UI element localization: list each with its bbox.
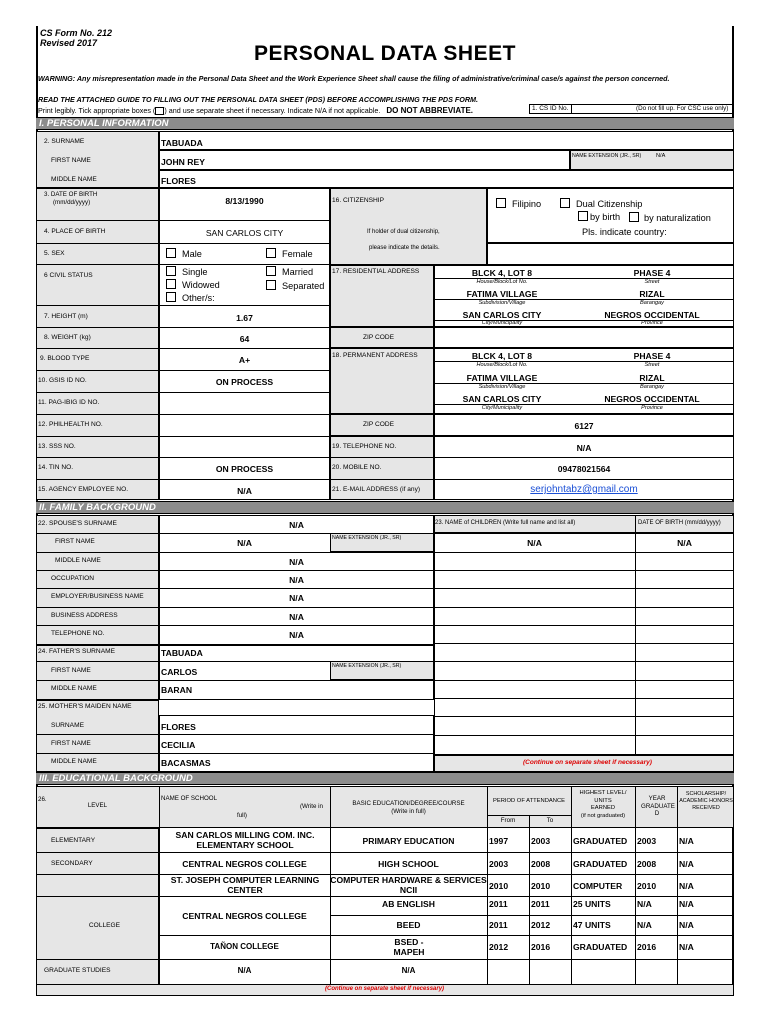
perm-barangay-value: RIZAL <box>639 373 665 383</box>
edu-row-level: GRADUATE STUDIES <box>44 967 111 974</box>
res-city-value: SAN CARLOS CITY <box>462 310 542 320</box>
edu-from-header: From <box>500 817 516 824</box>
edu-row-course: AB ENGLISH <box>382 899 435 909</box>
edu-row-units: GRADUATED <box>573 859 628 869</box>
edu-row-from: 2011 <box>489 920 508 930</box>
height-value: 1.67 <box>236 313 253 323</box>
edu-row-to: 2012 <box>531 920 551 930</box>
father-middle-value: BARAN <box>161 685 193 695</box>
edu-row-units: 25 UNITS <box>573 899 611 909</box>
spouse-telephone-label: TELEPHONE NO. <box>51 630 105 637</box>
edu-school-writein: (Write in <box>300 803 323 810</box>
perm-zip-label: ZIP CODE <box>363 421 395 428</box>
edu-row-school: TAÑON COLLEGE <box>210 942 279 951</box>
indicate-country-label: Pls. indicate country: <box>582 227 667 237</box>
father-middle-label: MIDDLE NAME <box>51 685 97 692</box>
csc-note: (Do not fill up. For CSC use only) <box>636 105 729 112</box>
perm-province-caption: Province <box>641 405 663 411</box>
edu-row-to: 2011 <box>531 899 550 909</box>
blood-type-label: 9. BLOOD TYPE <box>40 355 90 362</box>
edu-row-honors: N/A <box>679 942 694 952</box>
email-label: 21. E-MAIL ADDRESS (if any) <box>332 486 421 493</box>
edu-level-header: LEVEL <box>87 802 108 809</box>
residential-address-label: 17. RESIDENTIAL ADDRESS <box>332 268 420 275</box>
mother-middle-label: MIDDLE NAME <box>51 758 97 765</box>
perm-subdivision-value: FATIMA VILLAGE <box>466 373 538 383</box>
res-zip-label: ZIP CODE <box>363 334 395 341</box>
edu-row-to: 2016 <box>531 942 551 952</box>
employer-value: N/A <box>289 593 304 603</box>
sex-female-checkbox[interactable]: Female <box>266 248 313 260</box>
weight-value: 64 <box>239 334 250 344</box>
edu-row-school: CENTRAL NEGROS COLLEGE <box>182 911 307 921</box>
sex-male-checkbox[interactable]: Male <box>166 248 202 260</box>
edu-year-header: YEAR GRADUATE D <box>641 795 675 817</box>
res-zip-field[interactable] <box>434 327 734 348</box>
edu-row-school: CENTRAL NEGROS COLLEGE <box>182 859 307 869</box>
res-house-value: BLCK 4, LOT 8 <box>471 268 533 278</box>
edu-row-year: 2003 <box>637 836 657 846</box>
perm-house-caption: House/Block/Lot No. <box>476 362 528 368</box>
telephone-value: N/A <box>576 443 592 453</box>
edu-row-from: 1997 <box>489 836 509 846</box>
edu-highest-header: HIGHEST LEVEL/ UNITS EARNED (if not graduated) <box>579 790 627 819</box>
spouse-ext-label: NAME EXTENSION (JR., SR) <box>332 535 402 541</box>
edu-row-from: 2012 <box>489 942 509 952</box>
spouse-surname-value: N/A <box>289 520 304 530</box>
section-family-background: II. FAMILY BACKGROUND <box>36 501 734 514</box>
mother-first-value: CECILIA <box>161 740 196 750</box>
mobile-label: 20. MOBILE NO. <box>332 464 382 471</box>
edu-period-header: PERIOD OF ATTENDANCE <box>492 798 566 804</box>
permanent-address-label: 18. PERMANENT ADDRESS <box>332 352 418 359</box>
perm-city-caption: City/Municipality <box>481 405 523 411</box>
res-barangay-caption: Barangay <box>640 300 664 306</box>
weight-label: 8. WEIGHT (kg) <box>44 334 91 341</box>
perm-house-value: BLCK 4, LOT 8 <box>471 351 533 361</box>
res-province-caption: Province <box>641 320 663 326</box>
edu-row-school: ST. JOSEPH COMPUTER LEARNING CENTER <box>170 875 320 895</box>
occupation-value: N/A <box>289 575 304 585</box>
mother-first-label: FIRST NAME <box>51 740 91 747</box>
civil-others-checkbox[interactable]: Other/s: <box>166 292 215 304</box>
middle-name-label: MIDDLE NAME <box>51 176 97 183</box>
edu-row-honors: N/A <box>679 881 694 891</box>
first-name-field[interactable] <box>159 150 570 170</box>
edu-row-course: N/A <box>401 966 416 975</box>
telephone-label: 19. TELEPHONE NO. <box>332 443 397 450</box>
edu-row-from: 2011 <box>489 899 508 909</box>
spouse-telephone-value: N/A <box>289 630 304 640</box>
mother-surname-label: SURNAME <box>51 722 84 729</box>
dual-by-naturalization-checkbox[interactable]: by naturalization <box>629 212 711 224</box>
civil-separated-checkbox[interactable]: Separated <box>266 280 324 292</box>
perm-barangay-caption: Barangay <box>640 384 664 390</box>
spouse-middle-label: MIDDLE NAME <box>55 557 101 564</box>
middle-name-value: FLORES <box>161 176 196 186</box>
edu-course-header: BASIC EDUCATION/DEGREE/COURSE (Write in full) <box>352 800 465 815</box>
agency-employee-label: 15. AGENCY EMPLOYEE NO. <box>38 486 129 493</box>
edu-row-units: GRADUATED <box>573 942 628 952</box>
tin-value: ON PROCESS <box>215 464 274 474</box>
edu-row-course: COMPUTER HARDWARE & SERVICES NCII <box>330 875 487 895</box>
edu-school-full: full) <box>237 812 247 819</box>
edu-row-to: 2008 <box>531 859 551 869</box>
middle-name-field[interactable] <box>159 170 734 188</box>
edu-honors-header: SCHOLARSHIP/ ACADEMIC HONORS RECEIVED <box>679 791 733 811</box>
spouse-first-label: FIRST NAME <box>55 538 95 545</box>
edu-row-to: 2010 <box>531 881 551 891</box>
dual-note-1: If holder of dual citizenship, <box>367 229 440 235</box>
dob-value: 8/13/1990 <box>225 196 264 206</box>
edu-row-course: PRIMARY EDUCATION <box>362 836 455 846</box>
warning-text: WARNING: Any misrepresentation made in the Personal Data Sheet and the Work Experience Sheet shall cause the filing of administrative/criminal case/s against the person concerned. <box>38 74 670 83</box>
edu-row-school: SAN CARLOS MILLING COM. INC. ELEMENTARY SCHOOL <box>175 830 315 850</box>
edu-row-level: COLLEGE <box>88 922 121 929</box>
occupation-label: OCCUPATION <box>51 575 94 582</box>
father-first-value: CARLOS <box>161 667 198 677</box>
education-continue-note: (Continue on separate sheet if necessary) <box>325 986 445 992</box>
edu-to-header: To <box>546 817 554 824</box>
edu-row-from: 2003 <box>489 859 509 869</box>
civil-single-checkbox[interactable]: Single <box>166 266 208 278</box>
edu-row-course: HIGH SCHOOL <box>378 859 439 869</box>
res-street-value: PHASE 4 <box>633 268 671 278</box>
edu-row-honors: N/A <box>679 859 694 869</box>
edu-row-units: 47 UNITS <box>573 920 611 930</box>
page-title: PERSONAL DATA SHEET <box>254 42 516 65</box>
surname-field[interactable] <box>159 131 734 150</box>
res-subdivision-value: FATIMA VILLAGE <box>466 289 538 299</box>
name-extension-value: N/A <box>656 153 666 159</box>
father-surname-value: TABUADA <box>161 648 203 658</box>
print-instructions: Print legibly. Tick appropriate boxes ( ) and use separate sheet if necessary. Indicate N/A if not applicable. DO NOT ABBREVIATE. <box>38 106 474 115</box>
edu-row-course: BEED <box>396 920 421 930</box>
children-header-label: 23. NAME of CHILDREN (Write full name and list all) <box>435 520 576 526</box>
edu-row-honors: N/A <box>679 920 694 930</box>
tin-label: 14. TIN NO. <box>38 464 74 471</box>
section-personal-information: I. PERSONAL INFORMATION <box>36 117 734 130</box>
perm-province-value: NEGROS OCCIDENTAL <box>604 394 700 404</box>
first-name-value: JOHN REY <box>161 157 205 167</box>
res-barangay-value: RIZAL <box>639 289 665 299</box>
dual-country-field[interactable] <box>487 243 734 265</box>
employer-label: EMPLOYER/BUSINESS NAME <box>51 593 144 600</box>
citizenship-label: 16. CITIZENSHIP <box>332 197 385 204</box>
height-label: 7. HEIGHT (m) <box>44 313 88 320</box>
child-dob-header: DATE OF BIRTH (mm/dd/yyyy) <box>638 520 721 526</box>
perm-subdivision-caption: Subdivision/Village <box>478 384 526 390</box>
cs-id-label: 1. CS ID No. <box>529 104 572 114</box>
res-house-caption: House/Block/Lot No. <box>476 279 528 285</box>
edu-row-year: N/A <box>637 920 652 930</box>
citizenship-filipino-checkbox[interactable]: Filipino <box>496 198 541 210</box>
blood-type-value: A+ <box>238 355 251 365</box>
mobile-value: 09478021564 <box>557 464 611 474</box>
tick-box-icon <box>155 107 164 115</box>
guide-text: READ THE ATTACHED GUIDE TO FILLING OUT THE PERSONAL DATA SHEET (PDS) BEFORE ACCOMPLISHING THE PDS FORM. <box>38 95 479 104</box>
sss-label: 13. SSS NO. <box>38 443 76 450</box>
edu-row-honors: N/A <box>679 899 694 909</box>
pagibig-label: 11. PAG-IBIG ID NO. <box>38 399 100 406</box>
form-number: CS Form No. 212 Revised 2017 <box>40 28 113 48</box>
dual-by-birth-checkbox[interactable]: by birth <box>578 211 622 222</box>
res-street-caption: Street <box>644 279 660 285</box>
edu-row-school: N/A <box>237 966 252 975</box>
gsis-value: ON PROCESS <box>215 377 274 387</box>
edu-row-course: BSED - MAPEH <box>393 937 425 957</box>
edu-row-to: 2003 <box>531 836 551 846</box>
dual-note-2: please indicate the details. <box>369 245 440 251</box>
edu-number: 26. <box>38 796 47 803</box>
citizenship-dual-checkbox[interactable]: Dual Citizenship <box>560 198 642 210</box>
spouse-surname-label: 22. SPOUSE'S SURNAME <box>38 520 117 527</box>
father-ext-label: NAME EXTENSION (JR., SR) <box>332 663 402 669</box>
mother-surname-value: FLORES <box>161 722 196 732</box>
business-address-label: BUSINESS ADDRESS <box>51 612 118 619</box>
edu-row-units: COMPUTER <box>573 881 623 891</box>
civil-widowed-checkbox[interactable]: Widowed <box>166 279 220 291</box>
pob-value: SAN CARLOS CITY <box>205 228 284 238</box>
child-name-value: N/A <box>527 538 542 548</box>
first-name-label: FIRST NAME <box>51 157 91 164</box>
edu-row-units: GRADUATED <box>573 836 628 846</box>
section-educational-background: III. EDUCATIONAL BACKGROUND <box>36 772 734 785</box>
civil-married-checkbox[interactable]: Married <box>266 266 313 278</box>
perm-street-value: PHASE 4 <box>633 351 671 361</box>
perm-city-value: SAN CARLOS CITY <box>462 394 542 404</box>
perm-zip-value: 6127 <box>574 421 594 431</box>
edu-row-honors: N/A <box>679 836 694 846</box>
spouse-middle-value: N/A <box>289 557 304 567</box>
dob-label: 3. DATE OF BIRTH (mm/dd/yyyy) <box>44 191 98 206</box>
surname-label: 2. SURNAME <box>44 138 85 145</box>
agency-employee-value: N/A <box>237 486 252 496</box>
surname-value: TABUADA <box>161 138 203 148</box>
name-extension-label: NAME EXTENSION (JR., SR) <box>572 153 642 159</box>
mother-middle-value: BACASMAS <box>161 758 211 768</box>
philhealth-label: 12. PHILHEALTH NO. <box>38 421 103 428</box>
edu-row-year: 2016 <box>637 942 657 952</box>
perm-street-caption: Street <box>644 362 660 368</box>
edu-row-from: 2010 <box>489 881 509 891</box>
spouse-first-value: N/A <box>237 538 252 548</box>
edu-row-year: N/A <box>637 899 652 909</box>
edu-row-year: 2008 <box>637 859 657 869</box>
civil-status-label: 6 CIVIL STATUS <box>44 272 93 279</box>
res-city-caption: City/Municipality <box>481 320 523 326</box>
edu-row-year: 2010 <box>637 881 657 891</box>
family-continue-note: (Continue on separate sheet if necessary) <box>523 759 652 766</box>
mother-maiden-label: 25. MOTHER'S MAIDEN NAME <box>38 703 132 710</box>
email-link[interactable]: serjohntabz@gmail.com <box>530 484 638 495</box>
edu-row-level: ELEMENTARY <box>51 837 96 844</box>
pob-label: 4. PLACE OF BIRTH <box>44 228 106 235</box>
child-dob-value: N/A <box>677 538 692 548</box>
father-surname-label: 24. FATHER'S SURNAME <box>38 648 115 655</box>
edu-row-level: SECONDARY <box>51 860 93 867</box>
father-first-label: FIRST NAME <box>51 667 91 674</box>
res-province-value: NEGROS OCCIDENTAL <box>604 310 700 320</box>
edu-school-header: NAME OF SCHOOL <box>161 795 218 802</box>
business-address-value: N/A <box>289 612 304 622</box>
sex-label: 5. SEX <box>44 250 65 257</box>
res-subdivision-caption: Subdivision/Village <box>478 300 526 306</box>
children-list[interactable] <box>434 533 734 755</box>
gsis-label: 10. GSIS ID NO. <box>38 377 87 384</box>
